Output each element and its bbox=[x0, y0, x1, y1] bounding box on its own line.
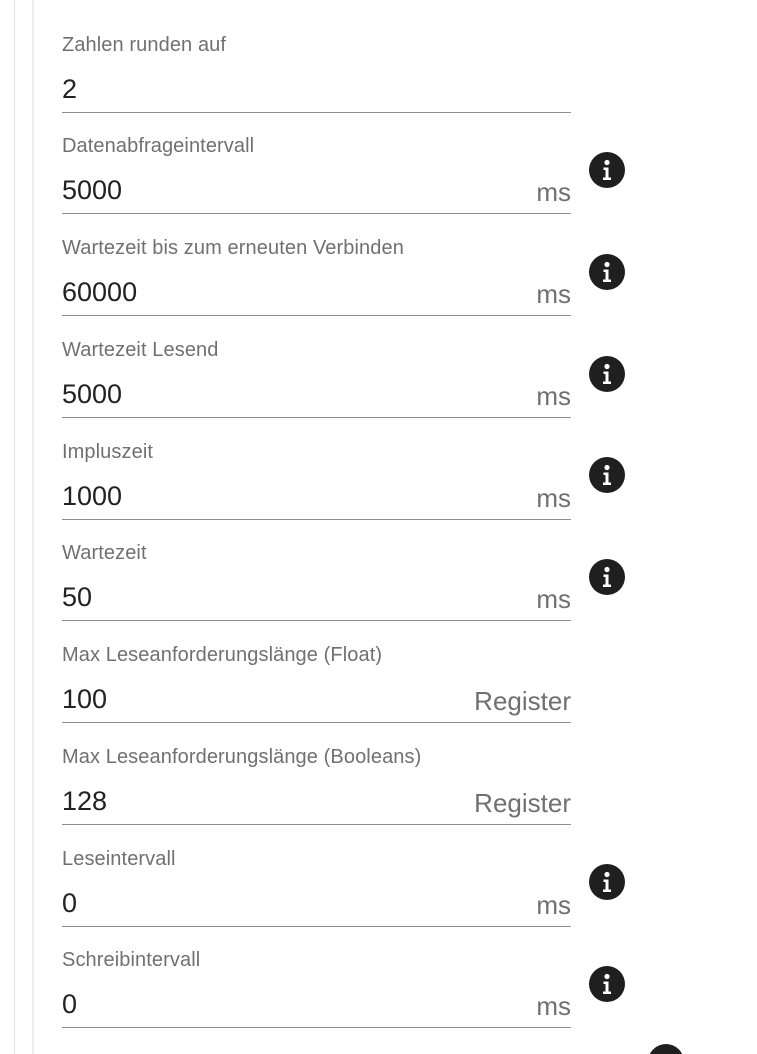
field-underline bbox=[62, 620, 571, 621]
field-unit: ms bbox=[536, 991, 571, 1021]
field-max-read-length-booleans[interactable] bbox=[62, 724, 571, 826]
field-read-timeout[interactable] bbox=[62, 317, 571, 419]
field-max-read-length-float[interactable] bbox=[62, 622, 571, 724]
field-underline bbox=[62, 315, 571, 316]
field-unit: ms bbox=[536, 584, 571, 614]
field-underline bbox=[62, 1027, 571, 1028]
field-input[interactable]: 5000 bbox=[62, 379, 123, 409]
field-write-interval[interactable] bbox=[62, 927, 571, 1029]
info-icon[interactable] bbox=[589, 152, 625, 188]
info-icon[interactable] bbox=[589, 457, 625, 493]
field-reconnect-timeout[interactable] bbox=[62, 215, 571, 317]
field-read-interval[interactable] bbox=[62, 826, 571, 928]
field-label: Wartezeit bis zum erneuten Verbinden bbox=[62, 237, 404, 259]
info-icon[interactable] bbox=[589, 254, 625, 290]
field-underline bbox=[62, 417, 571, 418]
field-label: Wartezeit Lesend bbox=[62, 339, 219, 361]
field-unit: ms bbox=[536, 177, 571, 207]
field-input[interactable]: 0 bbox=[62, 989, 78, 1019]
field-input[interactable]: 1000 bbox=[62, 481, 123, 511]
field-label: Schreibintervall bbox=[62, 949, 201, 971]
field-input[interactable]: 60000 bbox=[62, 277, 138, 307]
field-input[interactable]: 2 bbox=[62, 74, 78, 104]
field-wait-time[interactable] bbox=[62, 520, 571, 622]
panel-divider bbox=[32, 0, 34, 1054]
field-unit: Register bbox=[474, 686, 571, 716]
field-unit: Register bbox=[474, 788, 571, 818]
info-icon[interactable] bbox=[589, 864, 625, 900]
field-input[interactable]: 128 bbox=[62, 786, 108, 816]
field-round-numbers[interactable] bbox=[62, 12, 571, 114]
field-unit: ms bbox=[536, 381, 571, 411]
field-unit: ms bbox=[536, 279, 571, 309]
info-icon[interactable] bbox=[648, 1044, 684, 1054]
field-underline bbox=[62, 213, 571, 214]
field-label: Max Leseanforderungslänge (Float) bbox=[62, 644, 383, 666]
panel-border bbox=[14, 0, 15, 1054]
field-input[interactable]: 50 bbox=[62, 582, 93, 612]
field-unit: ms bbox=[536, 483, 571, 513]
field-label: Zahlen runden auf bbox=[62, 34, 227, 56]
info-icon[interactable] bbox=[589, 356, 625, 392]
info-icon[interactable] bbox=[589, 559, 625, 595]
field-label: Max Leseanforderungslänge (Booleans) bbox=[62, 746, 422, 768]
field-label: Datenabfrageintervall bbox=[62, 135, 255, 157]
field-pulse-time[interactable] bbox=[62, 419, 571, 521]
field-unit: ms bbox=[536, 890, 571, 920]
field-input[interactable]: 0 bbox=[62, 888, 78, 918]
field-label: Leseintervall bbox=[62, 848, 176, 870]
field-input[interactable]: 100 bbox=[62, 684, 108, 714]
field-underline bbox=[62, 722, 571, 723]
field-underline bbox=[62, 824, 571, 825]
field-input[interactable]: 5000 bbox=[62, 175, 123, 205]
field-poll-interval[interactable] bbox=[62, 113, 571, 215]
info-icon[interactable] bbox=[589, 966, 625, 1002]
field-label: Impluszeit bbox=[62, 441, 154, 463]
field-label: Wartezeit bbox=[62, 542, 147, 564]
